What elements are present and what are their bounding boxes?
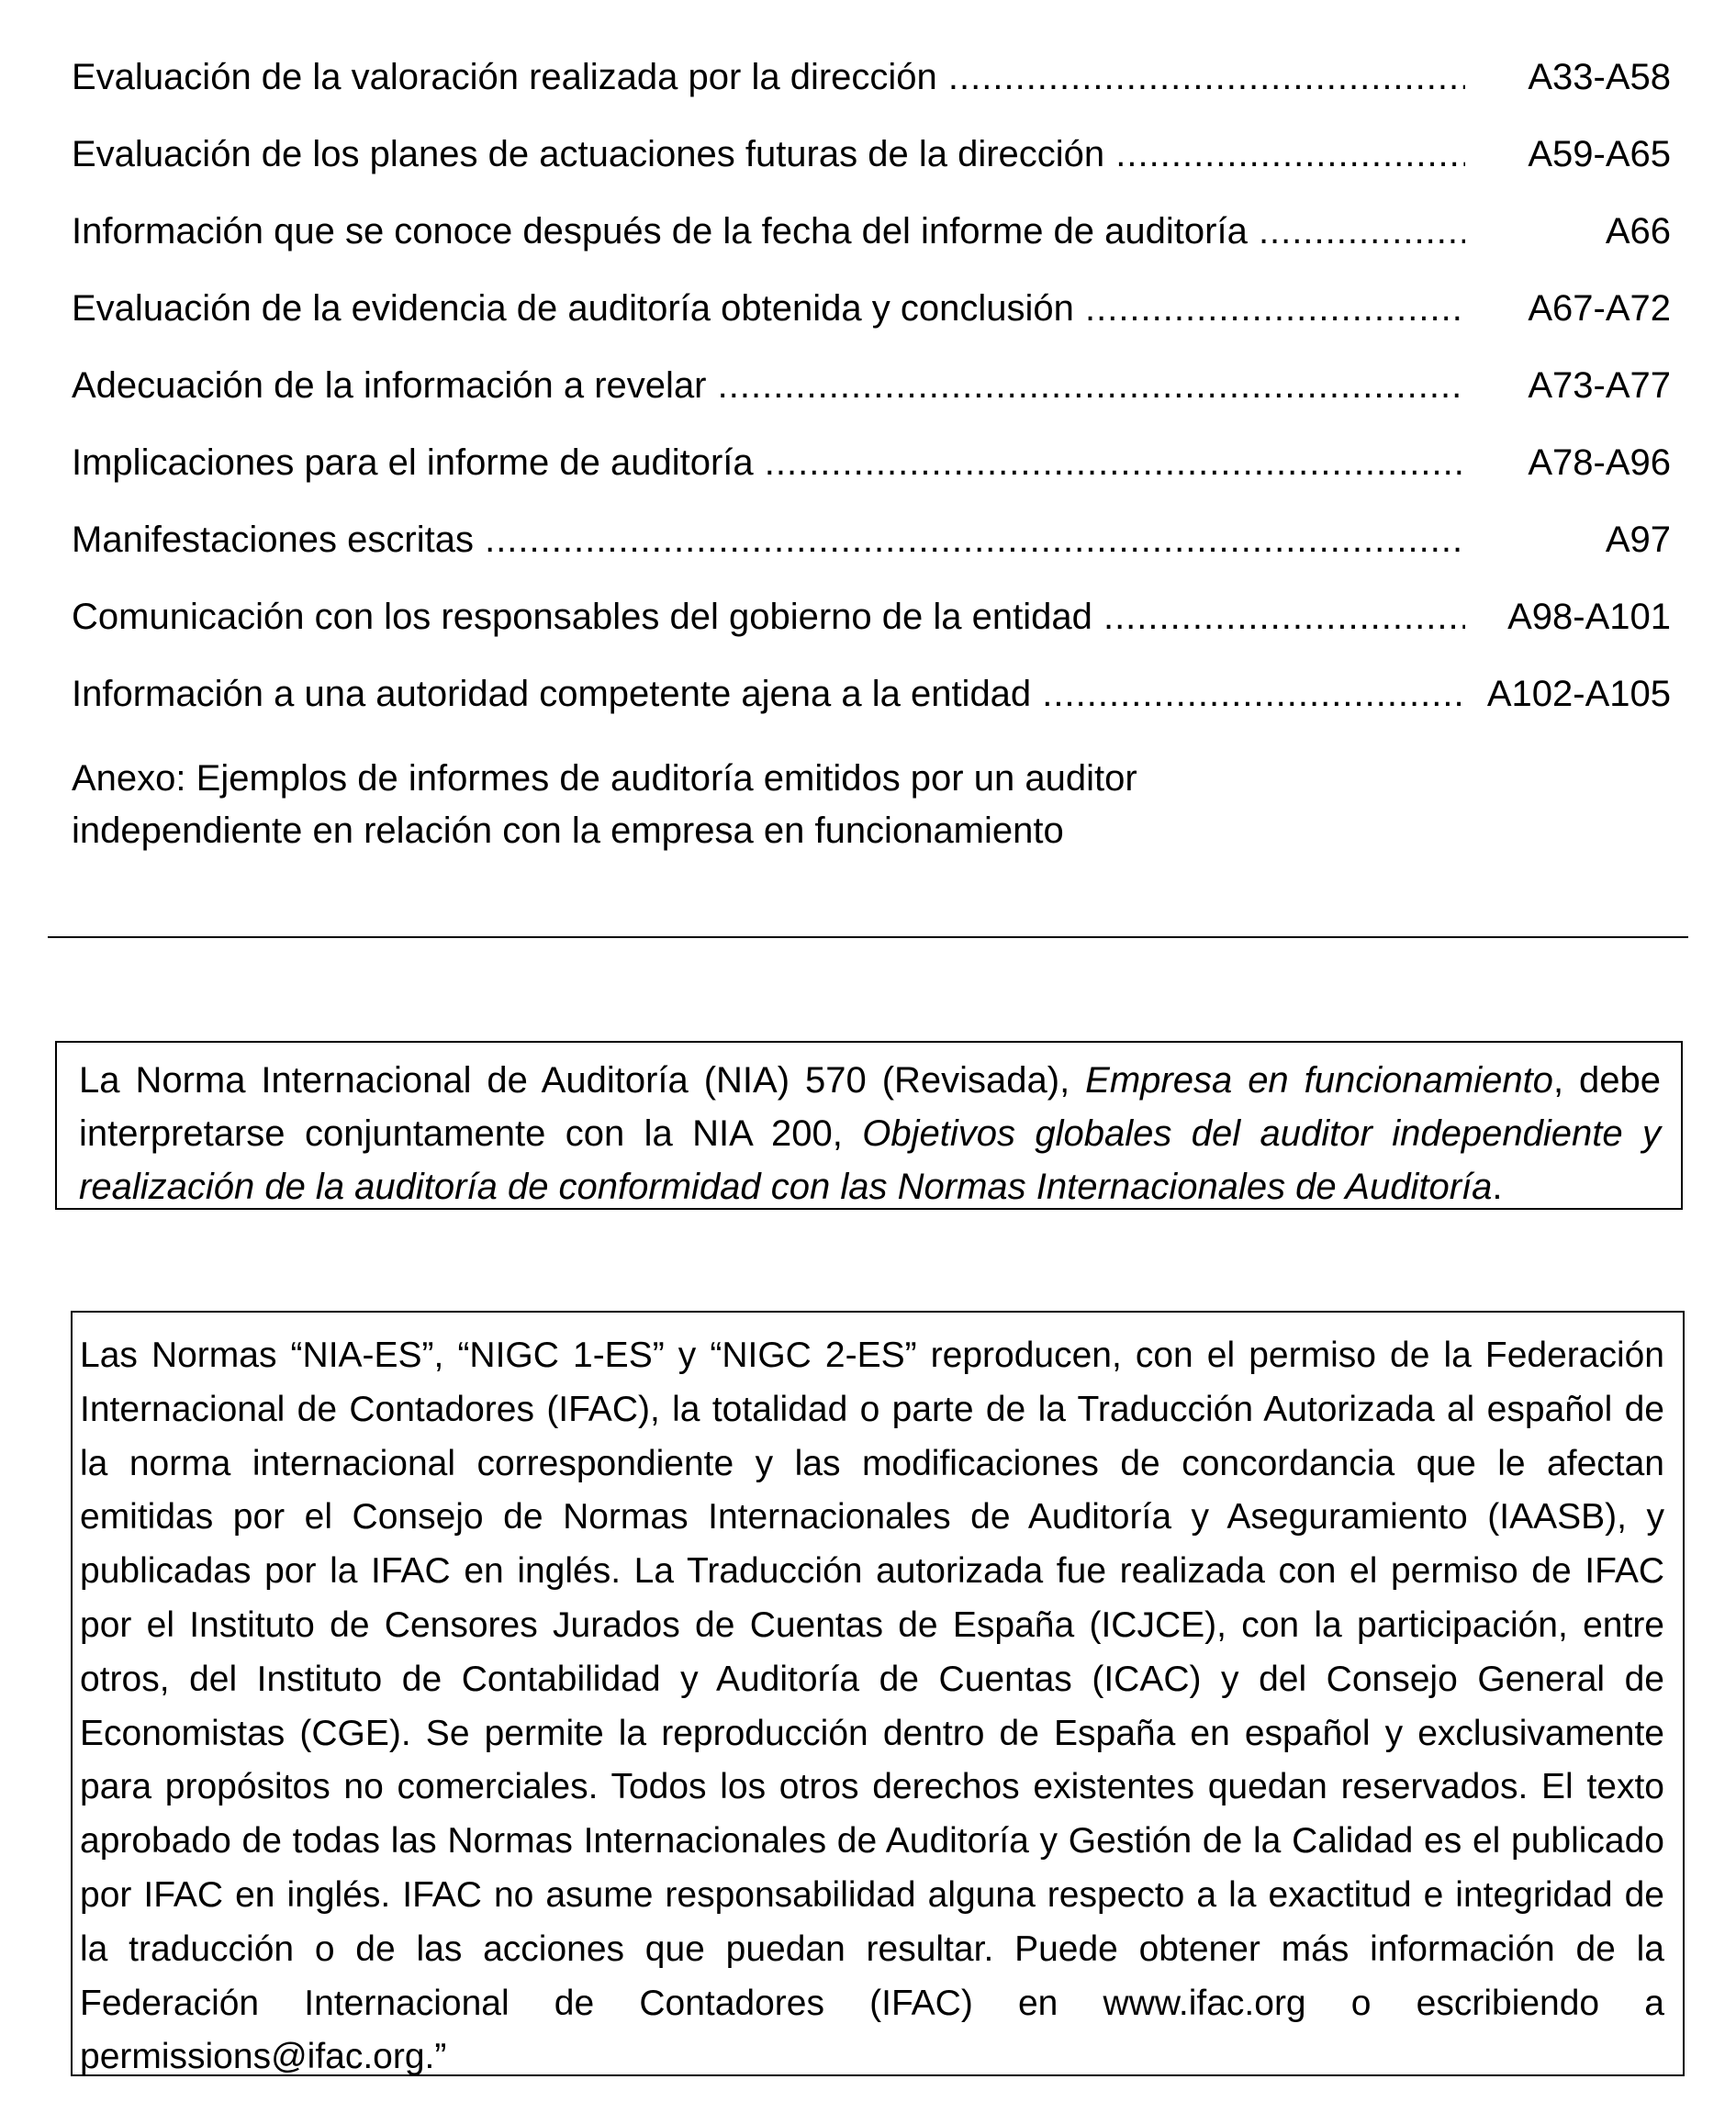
toc-entry[interactable] bbox=[72, 520, 1671, 597]
copyright-notice-box bbox=[71, 1311, 1685, 2076]
notice-text: . bbox=[1492, 1167, 1503, 1207]
toc-entry[interactable] bbox=[72, 442, 1671, 520]
toc-entry-title: Comunicación con los responsables del gobierno de la entidad ..... bbox=[72, 597, 1465, 638]
toc-entry-title: Información que se conoce después de la fecha del informe de auditoría ..... bbox=[72, 211, 1465, 252]
toc-annex-line: Anexo: Ejemplos de informes de auditoría emitidos por un auditor bbox=[72, 758, 1137, 799]
toc-entry-title: Implicaciones para el informe de auditoría ..... bbox=[72, 442, 1465, 484]
toc-entry-title: Evaluación de los planes de actuaciones futuras de la dirección ..... bbox=[72, 134, 1465, 175]
notice-text: La Norma Internacional de Auditoría (NIA) 570 (Revisada), bbox=[79, 1060, 1086, 1101]
toc-entry-title: Información a una autoridad competente ajena a la entidad ..... bbox=[72, 674, 1465, 715]
toc-entry-title: Manifestaciones escritas ..... bbox=[72, 520, 1465, 561]
toc-entry-paragraphs: A33-A58 bbox=[1528, 57, 1671, 97]
toc-entry[interactable] bbox=[72, 288, 1671, 365]
toc-annex-entry[interactable] bbox=[72, 753, 1671, 857]
toc-entry[interactable] bbox=[72, 211, 1671, 288]
toc-entry-paragraphs: A102-A105 bbox=[1486, 674, 1671, 714]
toc-entry[interactable] bbox=[72, 674, 1671, 751]
toc-entry-paragraphs: A98-A101 bbox=[1507, 597, 1671, 637]
toc-annex-line: independiente en relación con la empresa en funcionamiento bbox=[72, 811, 1064, 851]
toc-entry-title: Adecuación de la información a revelar ..... bbox=[72, 365, 1465, 407]
copyright-text: Las Normas “NIA-ES”, “NIGC 1-ES” y “NIGC 2-ES” reproducen, con el permiso de la Federación Internacional de Contadores (IFAC), la totalidad o parte de la Traducción Autorizada al español de la norma internacional correspondiente y las modificaciones de concordancia que le afectan emitidas por el Consejo de Normas Internacionales de Auditoría y Aseguramiento (IAASB), y publicadas por la IFAC en inglés. La Traducción autorizada fue realizada con el permiso de IFAC por el Instituto de Censores Jurados de Cuentas de España (ICJCE), con la participación, entre otros, del Instituto de Contabilidad y Auditoría de Cuentas (ICAC) y del Consejo General de Economistas (CGE). Se permite la reproducción dentro de España en español y exclusivamente para propósitos no comerciales. Todos los otros derechos existentes quedan reservados. El texto aprobado de todas las Normas Internacionales de Auditoría y Gestión de la Calidad es el publicado por IFAC en inglés. IFAC no asume responsabilidad alguna respecto a la exactitud e integridad de la traducción o de las acciones que puedan resultar. Puede obtener más información de la Federación Internacional de Contadores (IFAC) en www.ifac.org o escribiendo a permissions@ifac.org.” bbox=[80, 1336, 1664, 2077]
toc-entry[interactable] bbox=[72, 57, 1671, 134]
notice-text: , debe interpretarse conjuntamente con la NIA 200, bbox=[79, 1060, 1661, 1154]
notice-standard-title: Empresa en funcionamiento bbox=[1085, 1060, 1553, 1101]
toc-entry[interactable] bbox=[72, 365, 1671, 442]
toc-entry[interactable] bbox=[72, 597, 1671, 674]
toc-entry-paragraphs: A97 bbox=[1605, 520, 1671, 560]
toc-entry-paragraphs: A78-A96 bbox=[1528, 442, 1671, 483]
toc-entry-paragraphs: A67-A72 bbox=[1528, 288, 1671, 329]
section-divider bbox=[48, 936, 1688, 938]
toc-entry-paragraphs: A59-A65 bbox=[1528, 134, 1671, 174]
toc-entry-paragraphs: A73-A77 bbox=[1528, 365, 1671, 406]
interpretation-notice-box bbox=[55, 1041, 1683, 1210]
toc-entry[interactable] bbox=[72, 134, 1671, 211]
notice-standard-title: Objetivos globales del auditor independiente y realización de la auditoría de conformidad con las Normas Internacionales de Auditoría bbox=[79, 1113, 1661, 1207]
toc-entry-title: Evaluación de la evidencia de auditoría obtenida y conclusión ..... bbox=[72, 288, 1465, 330]
toc-entry-title: Evaluación de la valoración realizada por la dirección ..... bbox=[72, 57, 1465, 98]
toc-entry-paragraphs: A66 bbox=[1605, 211, 1671, 252]
table-of-contents bbox=[72, 57, 1671, 857]
